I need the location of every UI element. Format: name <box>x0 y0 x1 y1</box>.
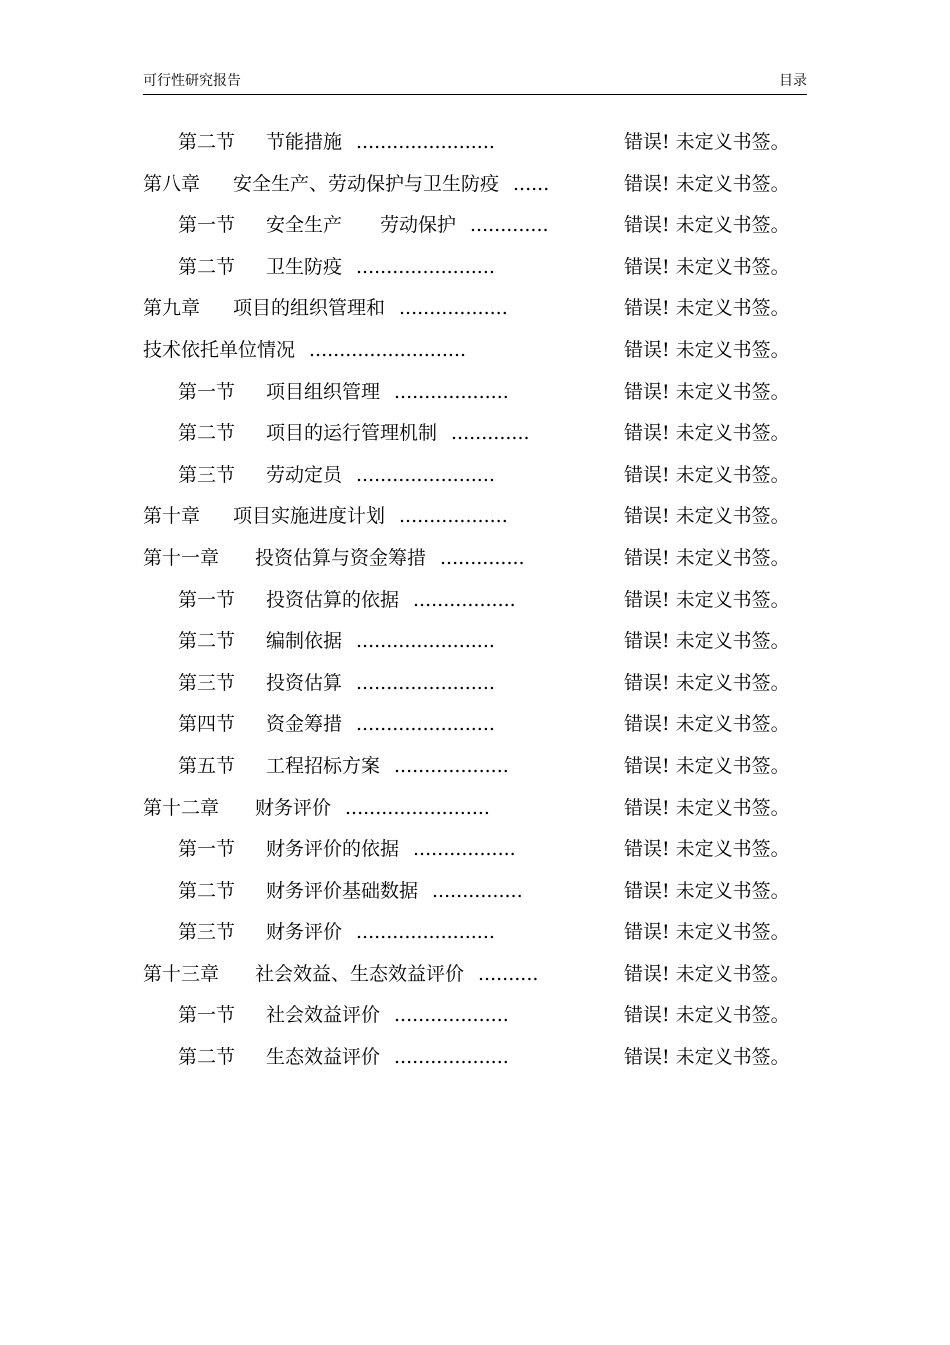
toc-entry-number: 第四节 <box>178 713 236 736</box>
toc-entry-title <box>266 621 495 663</box>
toc-entry-title <box>266 912 495 954</box>
toc-section-entry[interactable] <box>143 829 807 871</box>
toc-entry-title-text: 资金筹措 <box>266 713 343 736</box>
toc-leader-dots: .......................... <box>309 338 467 361</box>
toc-chapter-entry[interactable] <box>143 538 807 580</box>
toc-entry-title <box>266 205 549 247</box>
toc-leader-dots: ............... <box>432 879 523 902</box>
toc-entry-title <box>266 704 495 746</box>
toc-page-reference: 错误! 未定义书签。 <box>624 214 790 237</box>
toc-section-entry[interactable] <box>143 746 807 788</box>
toc-leader-dots: ....................... <box>356 255 495 278</box>
toc-leader-dots: ....................... <box>356 921 495 944</box>
toc-entry-title <box>266 995 509 1037</box>
toc-entry-title-text: 卫生防疫 <box>266 255 343 278</box>
toc-entry-title <box>255 538 525 580</box>
toc-entry-title <box>143 330 466 372</box>
toc-leader-dots: ....................... <box>356 713 495 736</box>
toc-entry-title <box>266 663 495 705</box>
toc-entry-title-text: 项目组织管理 <box>266 380 381 403</box>
toc-entry-title-text: 项目的组织管理和 <box>233 297 386 320</box>
toc-section-entry[interactable] <box>143 995 807 1037</box>
toc-leader-dots: ............. <box>451 422 530 445</box>
toc-entry-title-text: 财务评价 <box>266 921 343 944</box>
toc-entry-number: 第三节 <box>178 671 236 694</box>
toc-page-reference: 错误! 未定义书签。 <box>624 1004 790 1027</box>
toc-leader-dots: ...... <box>513 172 550 195</box>
toc-entry-number: 第九章 <box>143 297 201 320</box>
toc-entry-title-text: 投资估算 <box>266 671 343 694</box>
toc-entry-number: 第十章 <box>143 505 201 528</box>
toc-page-reference: 错误! 未定义书签。 <box>624 838 790 861</box>
toc-entry-number: 第一节 <box>178 1004 236 1027</box>
toc-entry-title-text: 技术依托单位情况 <box>143 338 296 361</box>
toc-section-entry[interactable] <box>143 455 807 497</box>
toc-section-entry[interactable] <box>143 912 807 954</box>
page-header <box>143 70 807 95</box>
toc-entry-title-text: 安全生产、劳动保护与卫生防疫 <box>233 172 500 195</box>
toc-entry-number: 第三节 <box>178 463 236 486</box>
toc-entry-title <box>266 746 509 788</box>
toc-leader-dots: ................... <box>394 1004 509 1027</box>
toc-chapter-entry[interactable] <box>143 330 807 372</box>
toc-entry-title-text: 项目的运行管理机制 <box>266 422 438 445</box>
toc-entry-title <box>255 954 538 996</box>
toc-entry-number: 第八章 <box>143 172 201 195</box>
toc-leader-dots: .................. <box>399 297 508 320</box>
toc-leader-dots: ....................... <box>356 630 495 653</box>
toc-entry-title <box>266 580 516 622</box>
toc-entry-number: 第三节 <box>178 921 236 944</box>
toc-page-reference: 错误! 未定义书签。 <box>624 172 790 195</box>
toc-page-reference: 错误! 未定义书签。 <box>624 630 790 653</box>
toc-entry-title <box>266 871 523 913</box>
toc-leader-dots: ....................... <box>356 671 495 694</box>
toc-entry-title <box>266 413 530 455</box>
toc-entry-title <box>255 788 490 830</box>
toc-leader-dots: ....................... <box>356 131 495 153</box>
toc-entry-title-text: 财务评价的依据 <box>266 838 400 861</box>
toc-entry-number: 第五节 <box>178 754 236 777</box>
document-title: 可行性研究报告 <box>143 73 241 89</box>
toc-page-reference: 错误! 未定义书签。 <box>624 879 790 902</box>
toc-chapter-entry[interactable] <box>143 288 807 330</box>
toc-section-entry[interactable] <box>143 871 807 913</box>
toc-leader-dots: .............. <box>440 546 525 569</box>
toc-page-reference: 错误! 未定义书签。 <box>624 297 790 320</box>
toc-entry-number: 第二节 <box>178 1046 236 1069</box>
toc-entry-title-text: 项目实施进度计划 <box>233 505 386 528</box>
toc-entry-number: 第二节 <box>178 131 236 153</box>
toc-chapter-entry[interactable] <box>143 954 807 996</box>
toc-page-reference: 错误! 未定义书签。 <box>624 754 790 777</box>
toc-section-entry[interactable] <box>143 372 807 414</box>
toc-page-reference: 错误! 未定义书签。 <box>624 796 790 819</box>
toc-entry-title-text: 投资估算的依据 <box>266 588 400 611</box>
toc-entry-number: 第十一章 <box>143 546 220 569</box>
toc-entry-title-text: 编制依据 <box>266 630 343 653</box>
toc-section-entry[interactable] <box>143 205 807 247</box>
toc-section-entry[interactable] <box>143 704 807 746</box>
toc-section-entry[interactable] <box>143 663 807 705</box>
toc-entry-title <box>233 164 549 206</box>
toc-page-reference: 错误! 未定义书签。 <box>624 921 790 944</box>
toc-page-reference: 错误! 未定义书签。 <box>624 588 790 611</box>
toc-page-reference: 错误! 未定义书签。 <box>624 505 790 528</box>
toc-section-entry[interactable] <box>143 621 807 663</box>
toc-entry-title-text: 生态效益评价 <box>266 1046 381 1069</box>
toc-entry-title-text: 社会效益、生态效益评价 <box>255 962 465 985</box>
toc-leader-dots: .......... <box>478 962 539 985</box>
toc-entry-title-text: 劳动定员 <box>266 463 343 486</box>
toc-entry-title <box>266 829 516 871</box>
toc-leader-dots: .................. <box>399 505 508 528</box>
toc-entry-number: 第十三章 <box>143 962 220 985</box>
toc-section-entry[interactable] <box>143 580 807 622</box>
toc-entry-title-text: 工程招标方案 <box>266 754 381 777</box>
toc-page-reference: 错误! 未定义书签。 <box>624 422 790 445</box>
header-section-label: 目录 <box>779 73 807 89</box>
toc-section-entry[interactable] <box>143 413 807 455</box>
toc-leader-dots: ........................ <box>345 796 490 819</box>
toc-entry-title-text: 社会效益评价 <box>266 1004 381 1027</box>
toc-section-entry[interactable] <box>143 247 807 289</box>
toc-entry-number: 第一节 <box>178 838 236 861</box>
toc-entry-number: 第二节 <box>178 630 236 653</box>
toc-leader-dots: ................... <box>394 754 509 777</box>
toc-leader-dots: ................... <box>394 380 509 403</box>
toc-entry-number: 第一节 <box>178 380 236 403</box>
toc-entry-number: 第一节 <box>178 588 236 611</box>
toc-chapter-entry[interactable] <box>143 788 807 830</box>
toc-section-entry[interactable] <box>143 122 807 164</box>
toc-entry-title <box>233 288 508 330</box>
toc-leader-dots: ................... <box>394 1046 509 1069</box>
table-of-contents <box>143 122 807 1079</box>
toc-entry-title <box>266 247 495 289</box>
toc-entry-title <box>266 372 509 414</box>
toc-chapter-entry[interactable] <box>143 496 807 538</box>
toc-entry-title <box>233 496 508 538</box>
toc-leader-dots: ............. <box>470 214 549 237</box>
toc-entry-title-text: 财务评价 <box>255 796 332 819</box>
toc-page-reference: 错误! 未定义书签。 <box>624 546 790 569</box>
toc-page-reference: 错误! 未定义书签。 <box>624 713 790 736</box>
toc-entry-title-text: 节能措施 <box>266 131 343 153</box>
toc-entry-title-text: 安全生产 劳动保护 <box>266 214 457 237</box>
toc-entry-number: 第二节 <box>178 255 236 278</box>
toc-entry-title <box>266 1037 509 1079</box>
toc-leader-dots: ................. <box>413 588 516 611</box>
toc-page-reference: 错误! 未定义书签。 <box>624 962 790 985</box>
toc-entry-number: 第二节 <box>178 422 236 445</box>
toc-chapter-entry[interactable] <box>143 164 807 206</box>
toc-page-reference: 错误! 未定义书签。 <box>624 131 790 153</box>
toc-page-reference: 错误! 未定义书签。 <box>624 255 790 278</box>
toc-page-reference: 错误! 未定义书签。 <box>624 1046 790 1069</box>
toc-page-reference: 错误! 未定义书签。 <box>624 338 790 361</box>
toc-page-reference: 错误! 未定义书签。 <box>624 463 790 486</box>
toc-leader-dots: ................. <box>413 838 516 861</box>
toc-entry-title-text: 财务评价基础数据 <box>266 879 419 902</box>
toc-entry-number: 第一节 <box>178 214 236 237</box>
toc-entry-title-text: 投资估算与资金筹措 <box>255 546 427 569</box>
toc-entry-number: 第二节 <box>178 879 236 902</box>
toc-page-reference: 错误! 未定义书签。 <box>624 380 790 403</box>
toc-section-entry[interactable] <box>143 1037 807 1079</box>
toc-entry-title <box>266 455 495 497</box>
toc-entry-number: 第十二章 <box>143 796 220 819</box>
toc-leader-dots: ....................... <box>356 463 495 486</box>
toc-page-reference: 错误! 未定义书签。 <box>624 671 790 694</box>
toc-entry-title <box>266 122 495 164</box>
